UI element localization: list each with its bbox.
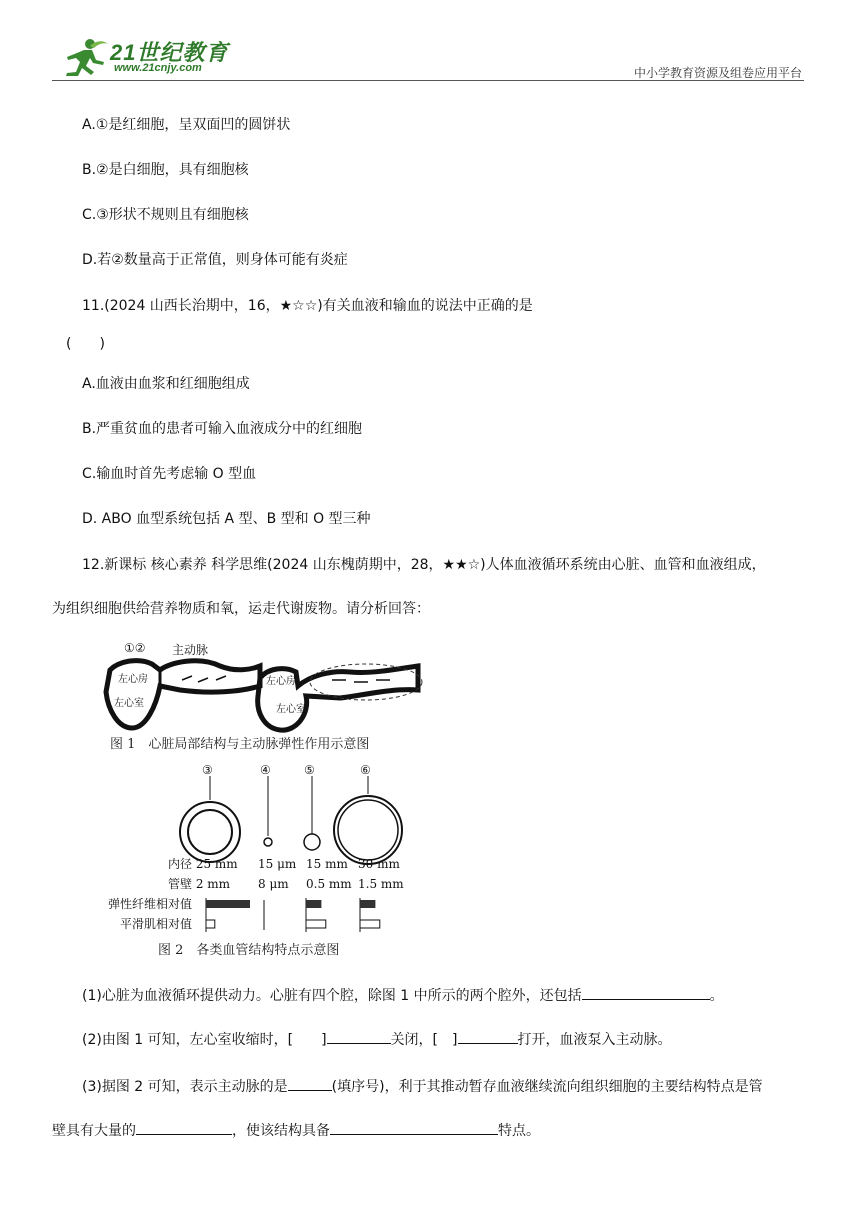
q12-sub3-blank-1[interactable]	[288, 1076, 332, 1091]
smooth-muscle-bar	[360, 920, 380, 928]
q12-sub3-text-e: 特点。	[498, 1123, 540, 1139]
row-label-elastic: 弹性纤维相对值	[108, 897, 193, 911]
relative-value-bars	[206, 898, 380, 932]
q12-sub1	[82, 985, 724, 1005]
figure1-heart-left	[106, 641, 260, 728]
logo-url: www.21cnjy.com	[114, 62, 202, 74]
fig1-label-ventricle-right: 左心室	[276, 704, 306, 715]
vessel-marker-4: ④	[260, 763, 271, 777]
q11-stem: 11.(2024 山西长治期中，16，★☆☆)有关血液和输血的说法中正确的是	[82, 298, 533, 314]
q12-sub3-blank-3[interactable]	[330, 1120, 498, 1135]
wall-thickness-3: 管壁 2 mm	[168, 877, 231, 891]
q12-sub3-text-d: ，使该结构具备	[232, 1123, 330, 1139]
q12-sub1-blank[interactable]	[582, 985, 710, 1000]
q10-option-b: B.②是白细胞，具有细胞核	[82, 162, 249, 178]
q11-answer-paren: ( )	[66, 336, 105, 352]
smooth-muscle-bar	[306, 920, 326, 928]
q12-stem-line2: 为组织细胞供给营养物质和氧，运走代谢废物。请分析回答：	[52, 601, 430, 617]
q12-sub3-line2	[52, 1120, 540, 1140]
q12-sub3-text-c: 壁具有大量的	[52, 1123, 136, 1139]
q12-sub2-blank-2[interactable]	[458, 1029, 518, 1044]
vessel-marker-6: ⑥	[360, 763, 371, 777]
q11-option-c: C.输血时首先考虑输 O 型血	[82, 466, 257, 482]
vessel-marker-5: ⑤	[304, 763, 315, 777]
q10-option-a: A.①是红细胞，呈双面凹的圆饼状	[82, 117, 291, 133]
site-logo	[60, 36, 235, 84]
q10-option-c: C.③形状不规则且有细胞核	[82, 207, 249, 223]
wall-thickness-6: 1.5 mm	[358, 877, 404, 891]
figure-svg	[100, 636, 430, 966]
q12-sub2-text-b: 关闭，[ ]	[390, 1032, 458, 1048]
q12-sub2-text-c: 打开，血液泵入主动脉。	[517, 1032, 672, 1048]
elastic-bar	[306, 900, 321, 908]
elastic-bar	[360, 900, 375, 908]
vessel-marker-3: ③	[202, 763, 213, 777]
figure2-vessels	[180, 763, 402, 864]
q12-sub1-end: 。	[709, 988, 724, 1004]
fig1-label-ventricle-left: 左心室	[114, 698, 144, 709]
platform-name: 中小学教育资源及组卷应用平台	[633, 66, 802, 80]
q12-figure	[100, 636, 430, 966]
page-header	[0, 0, 860, 90]
q10-option-d: D.若②数量高于正常值，则身体可能有炎症	[82, 252, 348, 268]
fig1-caption: 图 1 心脏局部结构与主动脉弹性作用示意图	[110, 737, 370, 752]
wall-thickness-5: 0.5 mm	[306, 877, 352, 891]
q12-sub2-text-a: (2)由图 1 可知，左心室收缩时，[ ]	[82, 1032, 327, 1048]
row-label-smooth: 平滑肌相对值	[120, 917, 193, 931]
runner-logo-icon	[60, 36, 110, 82]
fig1-label-atrium-right: 左心房	[266, 676, 296, 687]
fig1-label-aorta: 主动脉	[172, 643, 209, 657]
fig1-label-atrium-left: 左心房	[118, 674, 148, 685]
q11-option-a: A.血液由血浆和红细胞组成	[82, 376, 250, 392]
inner-diameter-6: 30 mm	[358, 857, 400, 871]
elastic-bar	[206, 900, 250, 908]
header-divider	[52, 80, 804, 81]
wall-thickness-4: 8 μm	[258, 877, 289, 891]
inner-diameter-5: 15 mm	[306, 857, 348, 871]
q12-sub1-text: (1)心脏为血液循环提供动力。心脏有四个腔，除图 1 中所示的两个腔外，还包括	[82, 988, 582, 1004]
q11-option-d: D. ABO 血型系统包括 A 型、B 型和 O 型三种	[82, 511, 371, 527]
inner-diameter-3: 内径 25 mm	[168, 857, 238, 871]
q12-sub2-blank-1[interactable]	[327, 1029, 391, 1044]
fig1-label-markers: ①②	[124, 641, 146, 655]
fig2-caption: 图 2 各类血管结构特点示意图	[158, 943, 340, 958]
logo-text: 21世纪教育	[110, 40, 229, 65]
smooth-muscle-bar	[206, 920, 215, 928]
q12-sub3-line1	[82, 1076, 763, 1096]
q11-option-b: B.严重贫血的患者可输入血液成分中的红细胞	[82, 421, 363, 437]
q12-sub2	[82, 1029, 672, 1049]
q12-stem-line1: 12.新课标 核心素养 科学思维(2024 山东槐荫期中，28，★★☆)人体血液循环系统由心脏、血管和血液组成，	[82, 557, 766, 573]
q12-sub3-blank-2[interactable]	[136, 1120, 232, 1135]
figure1-heart-right	[258, 664, 422, 730]
q12-sub3-text-b: (填序号)，利于其推动暂存血液继续流向组织细胞的主要结构特点是管	[331, 1079, 763, 1095]
q12-sub3-text-a: (3)据图 2 可知，表示主动脉的是	[82, 1079, 288, 1095]
inner-diameter-4: 15 μm	[258, 857, 297, 871]
